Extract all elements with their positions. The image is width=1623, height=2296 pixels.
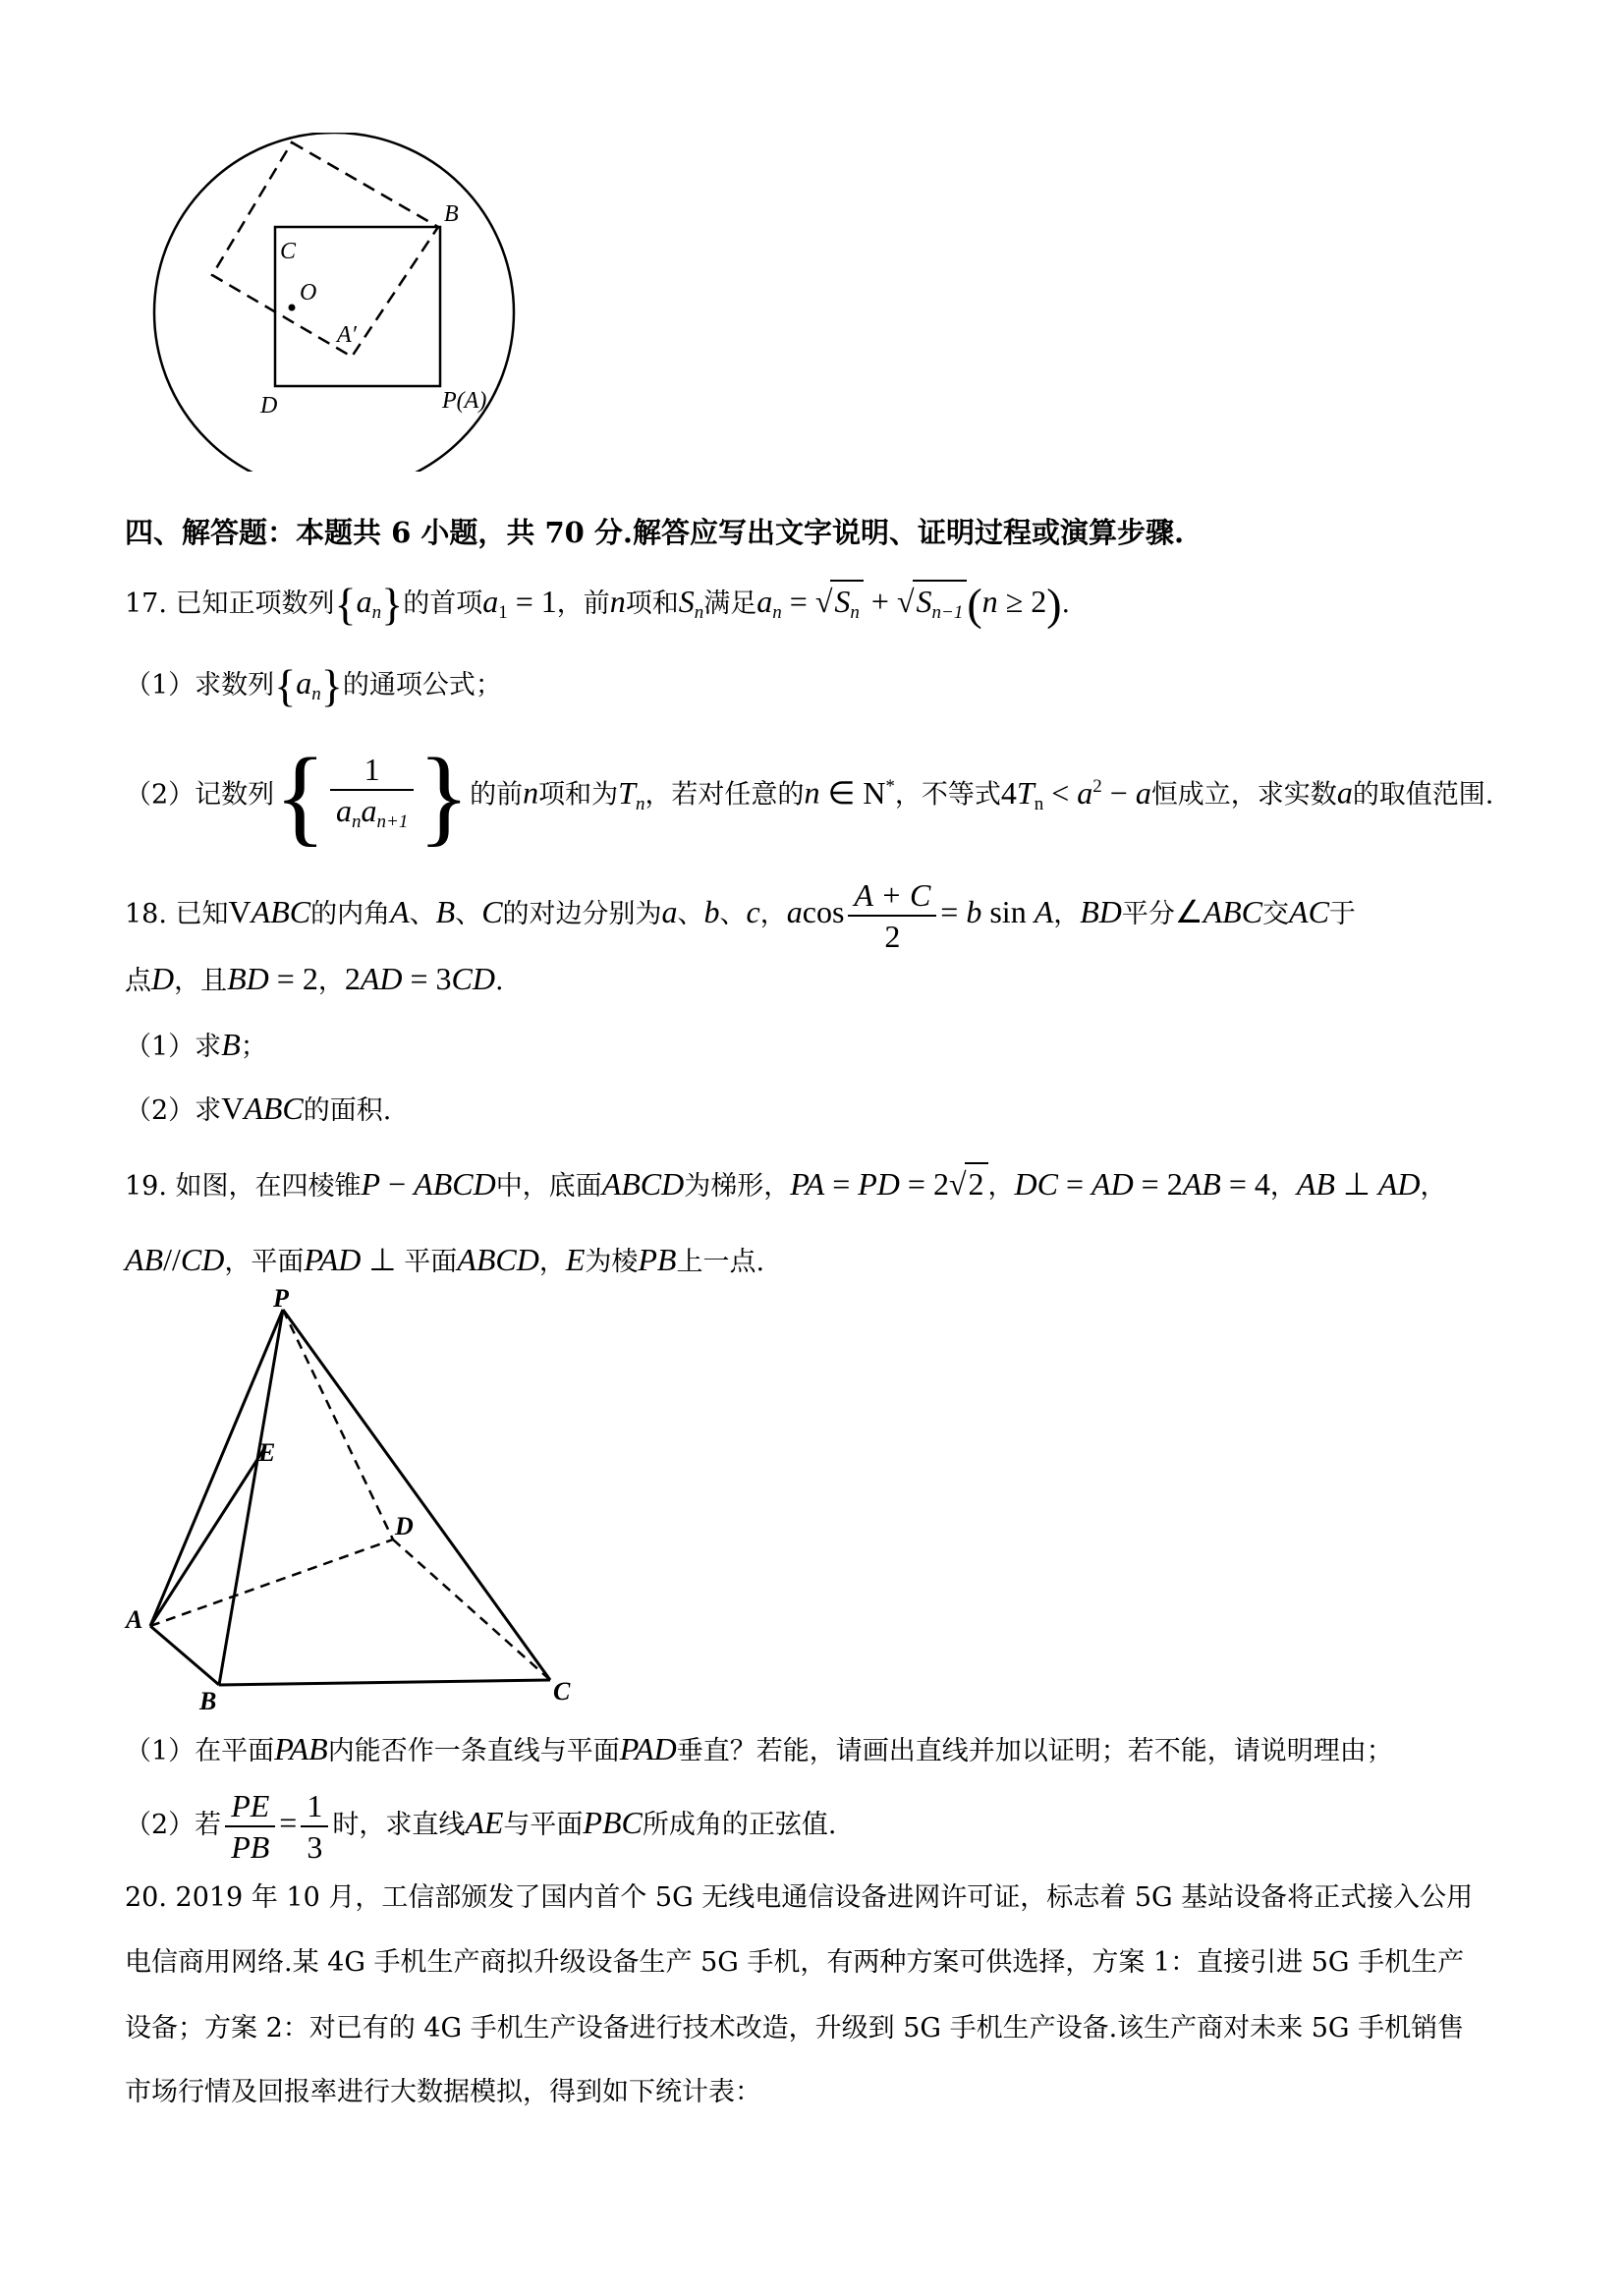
q20-line2: 电信商用网络.某 4G 手机生产商拟升级设备生产 5G 手机，有两种方案可供选择，方案 1：直接引进 5G 手机生产 (125, 1947, 1465, 1978)
q18-part2: （2）求VABC的面积. (125, 1091, 392, 1126)
center-point-o (289, 305, 296, 311)
label-p: P (273, 1287, 289, 1313)
label-a-prime: A′ (337, 322, 357, 348)
pyramid-figure (118, 1287, 589, 1709)
section-heading: 四、解答题：本题共 6 小题，共 70 分.解答应写出文字说明、证明过程或演算步骤. (125, 516, 1185, 549)
label-c: C (553, 1677, 571, 1706)
q19-stem-line1: 19. 如图，在四棱锥P − ABCD中，底面ABCD为梯形，PA = PD = 2√2 ，DC = AD = 2AB = 4，AB ⊥ AD， (125, 1162, 1525, 1206)
outer-circle (154, 133, 514, 472)
label-b: B (199, 1687, 217, 1709)
label-e: E (258, 1438, 276, 1467)
q18-part1: （1）求B； (125, 1027, 267, 1062)
label-d: D (395, 1512, 414, 1540)
q18-stem-line2: 点D，且BD = 2，2AD = 3CD. (125, 961, 504, 996)
label-a: A (126, 1605, 143, 1634)
q19-part1: （1）在平面PAB内能否作一条直线与平面PAD垂直？若能，请画出直线并加以证明；若不能，请说明理由； (125, 1731, 1393, 1766)
label-pa: P(A) (442, 388, 487, 414)
circle-square-figure (123, 133, 516, 472)
label-c: C (280, 239, 297, 264)
q20-line1: 20. 2019 年 10 月，工信部颁发了国内首个 5G 无线电通信设备进网许可证，标志着 5G 基站设备将正式接入公用 (125, 1882, 1474, 1913)
label-o: O (300, 280, 317, 306)
solid-square (275, 227, 440, 386)
label-d: D (260, 393, 278, 419)
q20-line4: 市场行情及回报率进行大数据模拟，得到如下统计表： (125, 2077, 761, 2107)
q20-line3: 设备；方案 2：对已有的 4G 手机生产设备进行技术改造，升级到 5G 手机生产设备.该生产商对未来 5G 手机销售 (125, 2013, 1465, 2044)
q19-part2: （2）若 $\frac{PE}{PB}$ = $\frac{1}{3}$ 时，求直线AE与平面PBC所成角的正弦值. (125, 1787, 837, 1865)
label-b: B (444, 201, 459, 227)
q17-part2: （2）记数列{ $\frac{1}{a_na_{n+1}}$ }的前n项和为$T_n$，若对任意的n ∈ N*，不等式$4T_n < a^2 - a$恒成立，求实数a的取值范围. (125, 736, 1494, 856)
q19-stem-line2: AB//CD，平面PAD ⊥ 平面ABCD，E为棱PB上一点. (125, 1242, 765, 1277)
q18-stem-line1: 18. 已知VABC的内角A、B、C的对边分别为a、b、c，acos $\frac{A + C}{2}$ = b sin A，BD平分∠ABC交AC于 (125, 876, 1356, 954)
q17-stem: 17. 已知正项数列$\{a_n\}$的首项$a_1 = 1$，前n项和$S_n$满足$a_n = √S_n + √S_{n-1}(n \ge 2)$. (125, 580, 1525, 633)
dashed-square (212, 142, 438, 357)
q17-part1: （1）求数列$\{a_n\}$的通项公式； (125, 660, 502, 711)
